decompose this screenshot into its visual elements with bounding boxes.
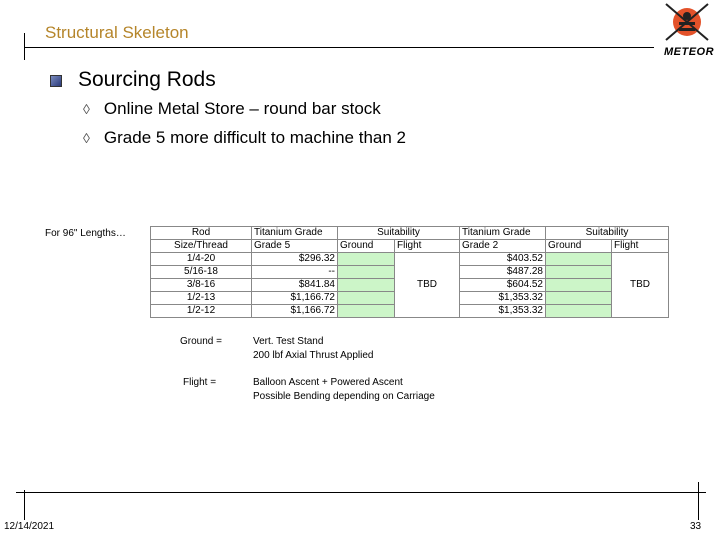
grade2-price: $487.28 — [460, 266, 546, 279]
grade2-price: $403.52 — [460, 253, 546, 266]
rod-size: 3/8-16 — [151, 279, 252, 292]
diamond-bullet-icon: ◊ — [83, 101, 90, 117]
header-ground-b: Ground — [546, 240, 612, 253]
rod-size: 1/2-13 — [151, 292, 252, 305]
header-size-thread: Size/Thread — [151, 240, 252, 253]
grade5-price: -- — [252, 266, 338, 279]
grade2-price: $1,353.32 — [460, 292, 546, 305]
table-caption: For 96" Lengths… — [45, 228, 126, 239]
header-rod: Rod — [151, 227, 252, 240]
ground-a-cell — [338, 279, 395, 292]
ground-a-cell — [338, 253, 395, 266]
header-ground-a: Ground — [338, 240, 395, 253]
sub-bullet-1 — [83, 99, 381, 119]
ground-a-cell — [338, 292, 395, 305]
header-grade2: Grade 2 — [460, 240, 546, 253]
slide-title: Structural Skeleton — [45, 23, 189, 42]
footer-divider — [16, 492, 706, 493]
pricing-table — [150, 226, 669, 318]
sub-bullet-text: Online Metal Store – round bar stock — [103, 99, 381, 118]
left-accent-rule — [24, 33, 25, 60]
diamond-bullet-icon: ◊ — [83, 130, 90, 146]
table-row — [151, 253, 669, 266]
ground-a-cell — [338, 305, 395, 318]
ground-b-cell — [546, 305, 612, 318]
bullet-label: Sourcing Rods — [78, 68, 216, 91]
ground-definition-line1: Vert. Test Stand — [253, 336, 324, 347]
ground-a-cell — [338, 266, 395, 279]
rod-size: 1/4-20 — [151, 253, 252, 266]
ground-b-cell — [546, 253, 612, 266]
flight-definition-line2: Possible Bending depending on Carriage — [253, 391, 435, 402]
ground-b-cell — [546, 292, 612, 305]
footer-left-rule — [24, 490, 25, 520]
header-suitability-b: Suitability — [546, 227, 669, 240]
grade2-price: $604.52 — [460, 279, 546, 292]
sub-bullet-text: Grade 5 more difficult to machine than 2 — [103, 128, 406, 147]
header-flight-a: Flight — [395, 240, 460, 253]
table-header-row-2 — [151, 240, 669, 253]
title-divider — [24, 47, 654, 48]
header-suitability-a: Suitability — [338, 227, 460, 240]
header-grade-a: Titanium Grade — [252, 227, 338, 240]
footer-right-rule — [698, 482, 699, 520]
grade5-price: $841.84 — [252, 279, 338, 292]
rod-size: 5/16-18 — [151, 266, 252, 279]
flight-definition-key: Flight = — [183, 377, 217, 388]
flight-a-value: TBD — [395, 253, 460, 318]
footer-date: 12/14/2021 — [4, 521, 55, 532]
grade5-price: $1,166.72 — [252, 305, 338, 318]
flight-b-value: TBD — [612, 253, 669, 318]
grade2-price: $1,353.32 — [460, 305, 546, 318]
header-grade-b: Titanium Grade — [460, 227, 546, 240]
grade5-price: $296.32 — [252, 253, 338, 266]
ground-definition-line2: 200 lbf Axial Thrust Applied — [253, 350, 374, 361]
ground-b-cell — [546, 279, 612, 292]
flight-definition-line1: Balloon Ascent + Powered Ascent — [253, 377, 403, 388]
sub-bullet-2 — [83, 128, 406, 148]
page-number: 33 — [690, 521, 702, 532]
logo-text: METEOR — [664, 46, 715, 58]
table-header-row-1 — [151, 227, 669, 240]
header-flight-b: Flight — [612, 240, 669, 253]
ground-b-cell — [546, 266, 612, 279]
ground-definition-key: Ground = — [180, 336, 222, 347]
bullet-sourcing-rods — [50, 68, 216, 92]
header-grade5: Grade 5 — [252, 240, 338, 253]
grade5-price: $1,166.72 — [252, 292, 338, 305]
square-bullet-icon — [50, 75, 62, 87]
rod-size: 1/2-12 — [151, 305, 252, 318]
